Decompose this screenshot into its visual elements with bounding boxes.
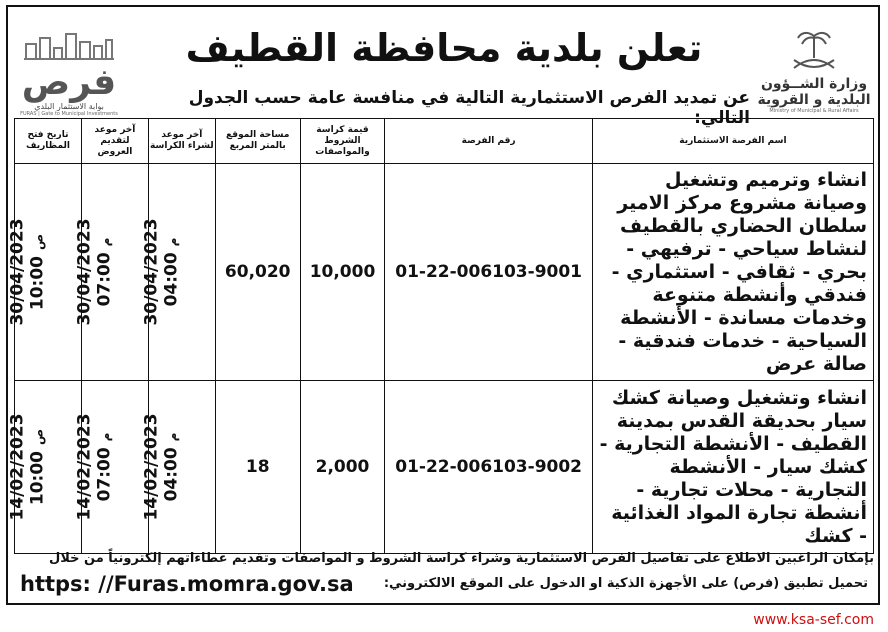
site-area: 18 <box>215 381 300 554</box>
open-time: 10:00 <box>27 450 48 506</box>
open-period: ص <box>31 428 46 446</box>
submit-date: 30/04/2023 <box>74 218 95 326</box>
purchase-time: 04:00 <box>161 252 182 307</box>
ministry-name-line1: وزارة الشــؤون <box>760 76 868 92</box>
header-last-submit: آخر موعد لتقديم العروض <box>81 119 148 164</box>
purchase-date: 30/04/2023 <box>141 218 162 326</box>
header-opening: تاريخ فتح المظاريف <box>15 119 82 164</box>
table-header-row <box>15 119 874 164</box>
booklet-price: 10,000 <box>300 164 385 381</box>
skyline-icon <box>24 30 114 60</box>
header-opportunity: اسم الفرصة الاستثمارية <box>592 119 873 164</box>
purchase-period: م <box>165 432 180 442</box>
header-number: رقم الفرصة <box>385 119 592 164</box>
submit-time: 07:00 <box>94 252 115 307</box>
ministry-name-en: Ministry of Municipal & Rural Affairs <box>769 108 859 114</box>
table-row <box>15 164 874 381</box>
ad-subtitle: عن تمديد الفرص الاستثمارية التالية في منافسة عامة حسب الجدول التالي: <box>188 88 750 128</box>
ministry-name-line2: البلدية و القروية <box>757 92 871 108</box>
purchase-period: م <box>165 237 180 247</box>
watermark-link[interactable]: www.ksa-sef.com <box>753 612 874 628</box>
open-period: ص <box>31 233 46 251</box>
furas-caption: بوابة الاستثمار البلدي <box>34 102 104 111</box>
furas-logo <box>14 30 124 117</box>
purchase-deadline <box>141 381 215 554</box>
open-time: 10:00 <box>27 255 48 311</box>
submit-date: 14/02/2023 <box>74 413 95 521</box>
furas-caption-en: FURAS | Gate to Municipal Investments <box>20 111 118 117</box>
header-area: مساحة الموقع بالمتر المربع <box>215 119 300 164</box>
ministry-logo <box>754 28 874 118</box>
site-area: 60,020 <box>215 164 300 381</box>
purchase-time: 04:00 <box>161 447 182 502</box>
submit-period: م <box>98 432 113 442</box>
submit-period: م <box>98 237 113 247</box>
opportunities-table <box>7 118 874 554</box>
palm-swords-emblem-icon <box>784 28 844 72</box>
purchase-date: 14/02/2023 <box>141 413 162 521</box>
furas-website-link[interactable]: https: //Furas.momra.gov.sa <box>20 572 354 596</box>
booklet-price: 2,000 <box>300 381 385 554</box>
furas-brand: فرص <box>21 62 117 103</box>
header-booklet-price: قيمة كراسة الشروط والمواصفات <box>300 119 385 164</box>
purchase-deadline <box>141 164 215 381</box>
opportunity-number: 01-22-006103-9001 <box>385 164 592 381</box>
open-date: 30/04/2023 <box>7 218 28 326</box>
open-date: 14/02/2023 <box>7 413 28 521</box>
submit-time: 07:00 <box>94 447 115 502</box>
opportunity-description: انشاء وترميم وتشغيل وصيانة مشروع مركز الامير سلطان الحضاري بالقطيف لنشاط سياحي - ترفيهي - بحري - ثقافي - استثماري - فندقي وأنشطة متنوعة وخدمات مساندة - الأنشطة السياحية - خدمات فندقية - صالة عرض <box>592 164 873 381</box>
footer-instructions: بإمكان الراغبين الاطلاع على تفاصيل الفرص الاستثمارية وشراء كراسة الشروط و المواصفات وتقديم عطاءاتهم إلكترونياً من خلال <box>48 551 874 566</box>
opportunity-number: 01-22-006103-9002 <box>385 381 592 554</box>
opportunity-description: انشاء وتشغيل وصيانة كشك سيار بحديقة القدس بمدينة القطيف - الأنشطة التجارية - كشك سيار - الأنشطة التجارية - محلات تجارية - أنشطة تجارة المواد الغذائية - كشك <box>592 381 873 554</box>
ad-title: تعلن بلدية محافظة القطيف <box>185 26 703 70</box>
footer-website-label: تحميل تطبيق (فرص) على الأجهزة الذكية او الدخول على الموقع الالكتروني: <box>383 576 868 591</box>
table-row <box>15 381 874 554</box>
header-last-purchase: آخر موعد لشراء الكراسة <box>148 119 215 164</box>
